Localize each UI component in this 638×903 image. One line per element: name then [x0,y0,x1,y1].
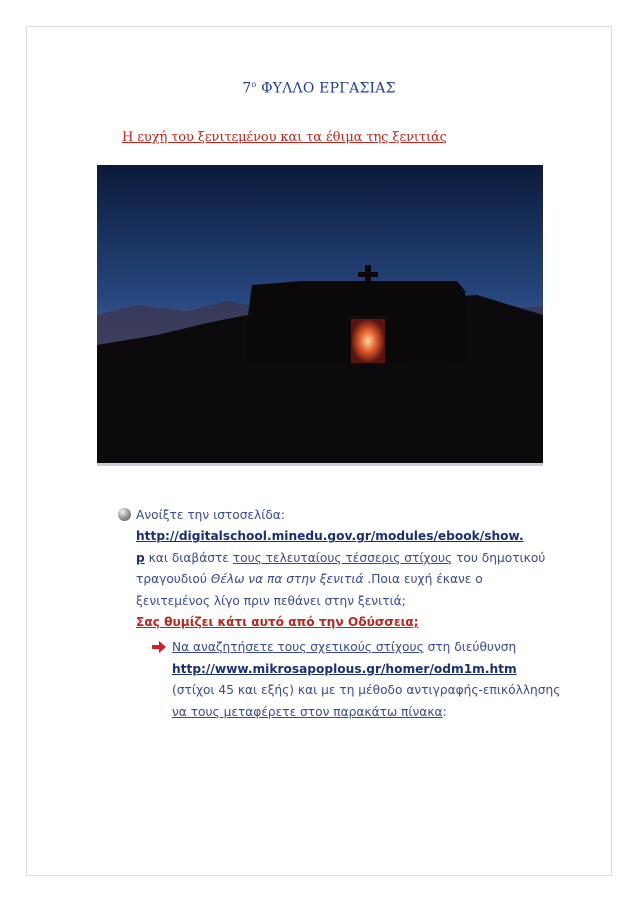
odyssey-question: Σας θυμίζει κάτι αυτό από την Οδύσσεια; [136,615,419,630]
digitalschool-link[interactable]: http://digitalschool.minedu.gov.gr/modules/ebook/show. p [136,529,524,565]
task-bullet [118,505,546,633]
task-intro: Ανοίξτε την ιστοσελίδα: [136,508,285,522]
page-title [0,80,638,97]
sub-text-a: στη διεύθυνση [423,640,517,655]
title-superscript: ο [251,80,257,89]
photo-shadow [97,463,543,466]
sub-task-bullet [118,637,564,723]
task-text-a: και διαβάστε [144,550,233,565]
task-text-b: του δημοτικού τραγουδιού [136,550,546,587]
search-verses-link[interactable]: Να αναζητήσετε τους σχετικούς στίχους [172,640,424,655]
transfer-table-link[interactable]: να τους μεταφέρετε στον παρακάτω πίνακα [172,704,443,719]
task-text-c: .Ποια ευχή έκανε ο ξενιτεμένος λίγο πριν πεθάνει στην ξενιτιά; [136,572,483,608]
worksheet-content [118,505,561,723]
title-number: 7 [242,80,252,97]
song-title: Θέλω να πα στην ξενιτιά [210,572,364,587]
subtitle: Η ευχή του ξενιτεμένου και τα έθιμα της ξενιτιάς [122,130,447,145]
last-four-verses-link[interactable]: τους τελευταίους τέσσερις στίχους [232,550,453,565]
arrow-right-icon [152,641,166,653]
sub-text-c: : [442,704,447,719]
mikrosapoplous-link[interactable]: http://www.mikrosapoplous.gr/homer/odm1m.htm [172,661,517,676]
sub-text-b: (στίχοι 45 και εξής) και με τη μέθοδο αντιγραφής-επικόλλησης [172,683,561,698]
title-text: ΦΥΛΛΟ ΕΡΓΑΣΙΑΣ [261,80,396,97]
chapel-photo [97,165,543,465]
bullet-sphere-icon [118,508,131,521]
